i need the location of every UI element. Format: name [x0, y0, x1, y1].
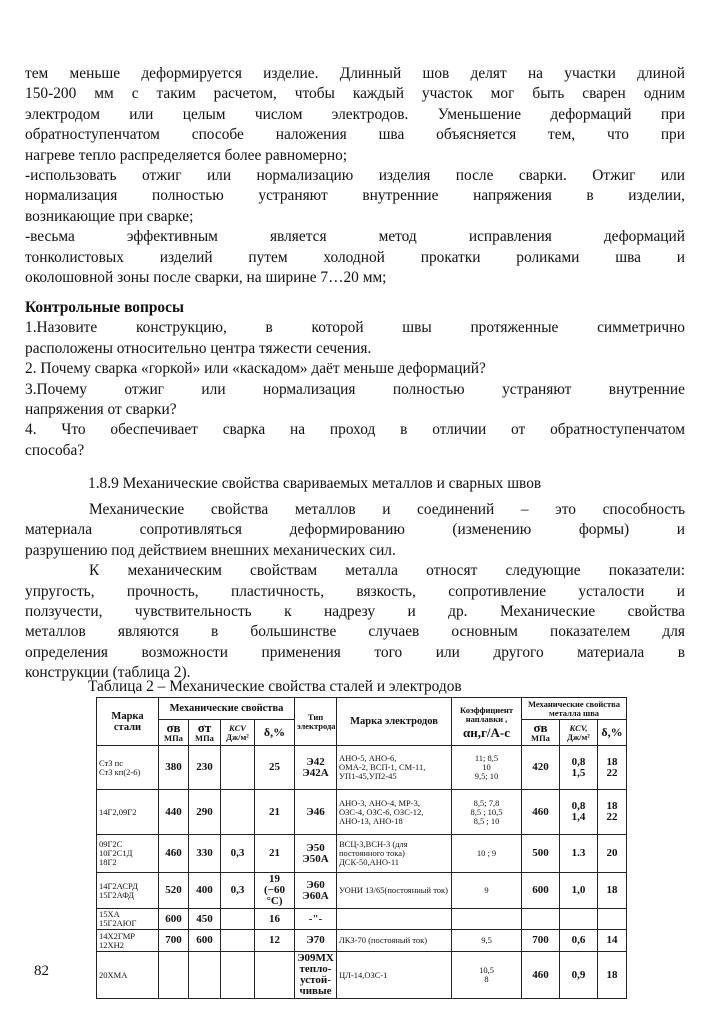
weld-sigma-b-cell [522, 909, 560, 930]
weld-kcv-cell [560, 930, 598, 952]
steel-grade-cell-text: 14Г2,09Г2 [99, 806, 137, 817]
electrode-type-cell-text: Э42 Э42А [302, 755, 329, 779]
steel-grade-cell-text: Ст3 пс Ст3 кп(2-6) [99, 757, 141, 777]
table-row [97, 952, 627, 999]
weld-delta-cell-text: 18 22 [606, 755, 618, 779]
weld-kcv-cell-text: 1,0 [571, 884, 586, 896]
weld-delta-cell [598, 746, 627, 790]
kcv-cell-text: 0,3 [230, 847, 245, 859]
weld-kcv-cell [560, 746, 598, 790]
sigma-t-cell-text: 290 [196, 805, 213, 818]
sigma-t-cell [189, 873, 221, 909]
sigma-b-cell-text: 460 [165, 847, 182, 859]
question-line: расположены относительно центра тяжести сечения. [25, 339, 372, 357]
text-line: электродом или целым числом электродов. Уменьшение деформаций при [25, 105, 685, 123]
sigma-t-cell [189, 790, 221, 835]
deposition-cell-text: 11; 8,5 10 9,5; 10 [474, 753, 499, 781]
delta-cell [255, 746, 295, 790]
delta-cell-text: 21 [269, 847, 280, 859]
table-row [97, 790, 627, 835]
header-deposition-title: Коэффициент наплавки , [459, 704, 514, 724]
electrode-type-cell-text: -"- [308, 912, 323, 925]
text-line: материала сопротивляться деформированию (изменению формы) и [25, 521, 685, 539]
sigma-b-cell-text: 440 [165, 805, 182, 818]
weld-sigma-b-cell-text: 600 [532, 884, 549, 896]
weld-delta-cell [598, 909, 627, 930]
steel-grade-cell [97, 790, 159, 835]
text-line: Механические свойства металлов и соединений – это способность [89, 501, 685, 518]
delta-cell-text: 16 [269, 912, 280, 925]
header-sigma-b [159, 720, 189, 746]
questions-heading: Контрольные вопросы [25, 299, 184, 316]
weld-kcv-unit: Дж/м² [567, 731, 590, 742]
electrode-brands-cell-text: ЦЛ-14,ОЗС-1 [339, 969, 388, 980]
weld-delta-cell [598, 835, 627, 873]
weld-delta-cell-text: 18 [606, 884, 618, 896]
table-row [97, 909, 627, 930]
kcv-cell [221, 930, 255, 952]
sigma-b-cell [159, 909, 189, 930]
electrode-brands-cell-text: ВСЦ-3,ВСН-3 (для постоянного тока) ДСК-50,АНО-11 [339, 839, 408, 867]
page-number: 82 [34, 963, 49, 979]
unit-mpa: МПа [531, 732, 550, 743]
text-line: нормализация полностью устраняют внутренние напряжения в изделии, [25, 187, 685, 205]
electrode-brands-cell [337, 746, 452, 790]
electrode-brands-cell-text: УОНИ 13/65(постоянный ток) [339, 885, 449, 895]
electrode-brands-cell [337, 909, 452, 930]
text-line: конструкции (таблица 2). [25, 664, 191, 682]
table-row [97, 835, 627, 873]
question-line: способа? [25, 441, 85, 459]
electrode-brands-cell [337, 790, 452, 835]
weld-delta-cell [598, 873, 627, 909]
delta-cell-text: 19 (−60 °С) [264, 873, 285, 907]
delta-cell-text: 25 [269, 761, 280, 773]
header-deposition [452, 698, 522, 746]
steel-grade-cell [97, 746, 159, 790]
kcv-cell-text: 0,3 [230, 884, 245, 896]
sigma-t-cell [189, 746, 221, 790]
table-body [97, 746, 627, 999]
header-weld-delta: δ,% [598, 720, 627, 746]
sigma-t-cell-text: 230 [196, 761, 213, 773]
text-line: обратноступенчатом способе наложения шва объясняется тем, что при [25, 126, 685, 144]
weld-kcv-cell [560, 909, 598, 930]
sigma-b-cell-text: 600 [165, 912, 182, 925]
sigma-t-cell [189, 952, 221, 999]
text-line: -весьма эффективным является метод исправления деформаций [25, 228, 685, 246]
kcv-cell [221, 909, 255, 930]
weld-delta-cell [598, 930, 627, 952]
weld-sigma-b-cell [522, 952, 560, 999]
weld-delta-cell [598, 790, 627, 835]
weld-sigma-b-cell-text: 420 [532, 761, 549, 773]
text-line: нагреве тепло распределяется более равномерно; [25, 146, 348, 164]
text-line: возникающие при сварке; [25, 207, 194, 225]
weld-delta-cell-text: 18 22 [606, 800, 618, 823]
deposition-cell [452, 746, 522, 790]
weld-kcv-cell-text: 0,6 [571, 934, 586, 946]
steel-grade-cell [97, 873, 159, 909]
weld-delta-cell-text: 14 [606, 934, 618, 946]
header-kcv [221, 720, 255, 746]
question-line: 3.Почему отжиг или нормализация полностью устраняют внутренние [25, 380, 685, 398]
deposition-cell-text: 9 [484, 885, 489, 895]
weld-sigma-b-cell-text: 500 [532, 847, 549, 859]
electrode-type-cell [295, 873, 337, 909]
header-mech-props: Механические свойства [159, 698, 295, 720]
electrode-type-cell [295, 746, 337, 790]
weld-sigma-b-cell [522, 873, 560, 909]
weld-kcv-cell [560, 873, 598, 909]
text-line: тонколистовых изделий путем холодной прокатки роликами шва и [25, 248, 685, 266]
paragraph-mechanical-properties [25, 500, 685, 684]
header-sigma-t [189, 720, 221, 746]
unit-mpa: МПа [195, 732, 214, 743]
weld-kcv-cell [560, 952, 598, 999]
deposition-cell [452, 835, 522, 873]
sigma-t-cell-text: 450 [196, 912, 213, 925]
header-deposition-unit: αн,г/А-с [463, 724, 510, 740]
electrode-type-cell [295, 930, 337, 952]
header-electrode-grade: Марка электродов [337, 698, 452, 746]
sigma-b-cell-text: 380 [165, 761, 182, 773]
delta-cell [255, 835, 295, 873]
sigma-t-cell-text: 600 [196, 934, 213, 946]
sigma-b-cell-text: 700 [165, 934, 182, 946]
weld-kcv-cell [560, 835, 598, 873]
electrode-type-cell [295, 835, 337, 873]
control-questions [25, 298, 685, 461]
weld-kcv-cell-text: 0,9 [571, 968, 586, 981]
deposition-cell-text: 10,5 8 [479, 965, 494, 984]
weld-sigma-b-cell-text: 700 [532, 934, 549, 946]
deposition-cell [452, 930, 522, 952]
steel-grade-cell-text: 14Х2ГМР 12ХН2 [99, 930, 135, 950]
weld-sigma-b-cell [522, 746, 560, 790]
sigma-t-cell [189, 930, 221, 952]
text-line: упругость, прочность, пластичность, вязкость, сопротивление усталости и [25, 582, 685, 600]
sigma-t-cell-text: 330 [196, 847, 213, 859]
text-line: определения возможности применения того или другого материала в [25, 643, 685, 661]
electrode-brands-cell [337, 835, 452, 873]
deposition-cell-text: 8,5; 7,8 8,5 ; 10,5 8,5 ; 10 [470, 797, 503, 826]
text-line: 150-200 мм с таким расчетом, чтобы каждый участок мог быть сварен одним [25, 85, 685, 103]
steel-grade-cell-text: 15ХА 15Г2АЮГ [99, 909, 137, 928]
steel-grade-cell-text: 14Г2АСРД 15Г2АФД [99, 880, 138, 900]
delta-cell [255, 952, 295, 999]
weld-sigma-b-cell [522, 790, 560, 835]
steel-grade-cell [97, 909, 159, 930]
section-title: 1.8.9 Механические свойства свариваемых металлов и сварных швов [88, 475, 542, 492]
weld-delta-cell-text: 18 [606, 968, 618, 981]
delta-cell [255, 930, 295, 952]
delta-cell-text: 21 [269, 805, 280, 818]
sigma-b-cell [159, 835, 189, 873]
electrode-brands-cell-text: АНО-5, АНО-6, ОМА-2, ВСП-1, СМ-11, УП1-45,УП2-45 [339, 753, 426, 781]
question-line: напряжения от сварки? [25, 401, 177, 419]
electrode-type-cell-text: Э60 Э60А [302, 878, 329, 902]
delta-cell [255, 873, 295, 909]
electrode-type-cell-text: Э46 [306, 805, 325, 818]
weld-sigma-b-cell [522, 835, 560, 873]
header-steel-grade: Марка стали [97, 698, 159, 746]
electrode-type-cell [295, 952, 337, 999]
header-delta: δ,% [255, 720, 295, 746]
electrode-type-cell [295, 790, 337, 835]
sigma-b-cell [159, 930, 189, 952]
text-line: -использовать отжиг или нормализацию изделия после сварки. Отжиг или [25, 167, 685, 185]
deposition-cell-text: 9,5 [481, 935, 492, 945]
text-line: околошовной зоны после сварки, на ширине 7…20 мм; [25, 269, 387, 287]
steel-grade-cell [97, 930, 159, 952]
sigma-t-cell-text: 400 [196, 884, 213, 896]
question-line: 1.Назовите конструкцию, в которой швы протяженные симметрично [25, 319, 685, 337]
steel-grade-cell [97, 835, 159, 873]
sigma-t-symbol: σт [197, 719, 212, 735]
kcv-cell [221, 873, 255, 909]
kcv-cell [221, 746, 255, 790]
electrode-type-cell-text: Э09МХ тепло- устой- чивые [297, 952, 334, 997]
text-line: тем меньше деформируется изделие. Длинный шов делят на участки длиной [25, 65, 685, 82]
steel-grade-cell-text: 20ХМА [99, 969, 128, 980]
weld-sigma-b-cell-text: 460 [532, 805, 549, 818]
electrode-type-cell-text: Э70 [306, 934, 325, 946]
table-row [97, 930, 627, 952]
delta-cell [255, 909, 295, 930]
kcv-label: KCV [228, 722, 246, 733]
electrode-brands-cell-text: АНО-3, АНО-4, МР-3, ОЗС-4, ОЗС-6, ОЗС-12, АНО-13, АНО-18 [339, 797, 424, 826]
table-row [97, 873, 627, 909]
paragraph-deformation [25, 64, 685, 288]
weld-sigma-b-cell-text: 460 [532, 968, 549, 981]
text-line: ползучести, чувствительность к надрезу и др. Механические свойства [25, 603, 685, 621]
kcv-cell [221, 790, 255, 835]
header-weld-kcv [560, 720, 598, 746]
delta-cell [255, 790, 295, 835]
delta-cell-text: 12 [269, 934, 280, 946]
kcv-cell [221, 952, 255, 999]
weld-kcv-cell-text: 0,8 1,5 [571, 755, 586, 779]
header-weld-sigma-b [522, 720, 560, 746]
deposition-cell-text: 10 ; 9 [476, 848, 497, 858]
weld-kcv-label: KCV, [569, 722, 588, 733]
weld-kcv-cell-text: 1.3 [571, 847, 586, 859]
unit-mpa: МПа [164, 732, 183, 743]
table-caption: Таблица 2 – Механические свойства сталей и электродов [88, 678, 462, 695]
weld-kcv-cell-text: 0,8 1,4 [571, 800, 586, 823]
deposition-cell [452, 873, 522, 909]
text-line: К механическим свойствам металла относят следующие показатели: [89, 562, 685, 580]
weld-sigma-b-symbol: σв [533, 719, 548, 735]
question-line: 4. Что обеспечивает сварка на проход в отличии от обратноступенчатом [25, 421, 685, 439]
sigma-b-cell-text: 520 [165, 884, 182, 896]
deposition-cell [452, 790, 522, 835]
weld-sigma-b-cell [522, 930, 560, 952]
sigma-t-cell [189, 909, 221, 930]
header-electrode-type: Тип электрода [295, 698, 337, 746]
question-line: 2. Почему сварка «горкой» или «каскадом» даёт меньше деформаций? [25, 360, 486, 378]
sigma-b-symbol: σв [166, 719, 181, 735]
text-line: металлов являются в большинстве случаев основным показателем для [25, 623, 685, 641]
kcv-cell [221, 835, 255, 873]
sigma-b-cell [159, 746, 189, 790]
kcv-unit: Дж/м² [226, 731, 249, 742]
header-weld-props: Механические свойства металла шва [522, 698, 627, 720]
sigma-b-cell [159, 790, 189, 835]
sigma-t-cell [189, 835, 221, 873]
steel-properties-table [96, 697, 627, 999]
sigma-b-cell [159, 952, 189, 999]
deposition-cell [452, 909, 522, 930]
table-row [97, 746, 627, 790]
weld-delta-cell [598, 952, 627, 999]
electrode-type-cell-text: Э50 Э50А [302, 841, 329, 865]
electrode-type-cell [295, 909, 337, 930]
weld-delta-cell-text: 20 [606, 847, 618, 859]
electrode-brands-cell [337, 952, 452, 999]
electrode-brands-cell-text: ЛКЗ-70 (постояный ток) [339, 935, 428, 945]
electrode-brands-cell [337, 930, 452, 952]
sigma-b-cell [159, 873, 189, 909]
steel-grade-cell-text: 09Г2С 10Г2С1Д 18Г2 [99, 839, 133, 867]
weld-kcv-cell [560, 790, 598, 835]
deposition-cell [452, 952, 522, 999]
steel-grade-cell [97, 952, 159, 999]
electrode-brands-cell [337, 873, 452, 909]
text-line: разрушению под действием внешних механических сил. [25, 541, 396, 559]
